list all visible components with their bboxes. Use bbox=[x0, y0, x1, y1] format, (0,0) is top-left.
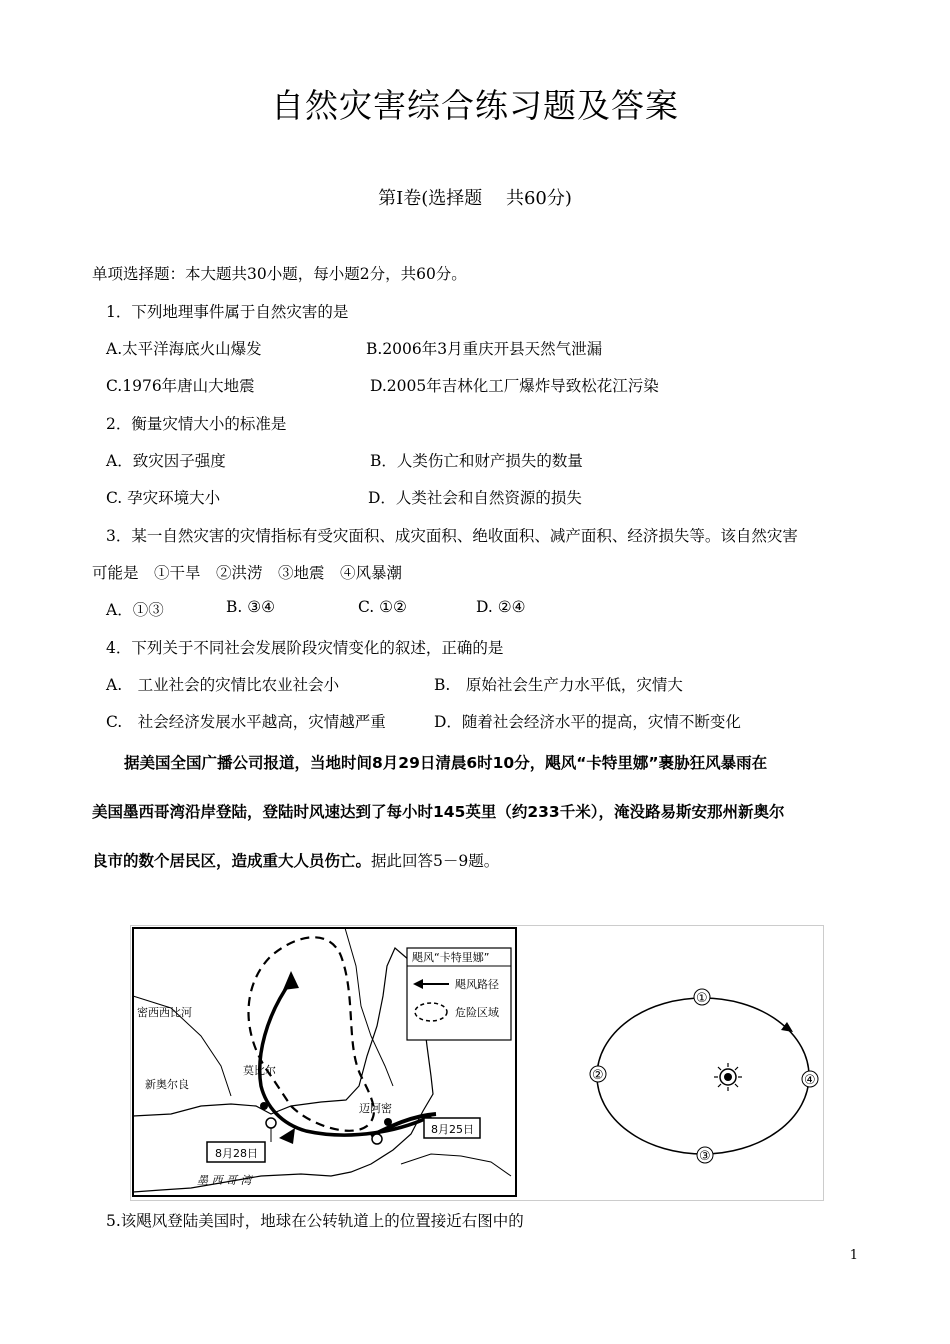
q3-option-d: D. ②④ bbox=[476, 598, 526, 616]
page-title: 自然灾害综合练习题及答案 bbox=[271, 86, 679, 125]
q4-option-a: A. 工业社会的灾情比农业社会小 bbox=[106, 676, 340, 694]
section-heading: 第Ⅰ卷(选择题 共60分) bbox=[378, 188, 572, 209]
q1-option-c: C.1976年唐山大地震 bbox=[106, 377, 255, 395]
legend-path: 飓风路径 bbox=[455, 978, 499, 991]
q4-option-c: C. 社会经济发展水平越高，灾情越严重 bbox=[106, 713, 386, 731]
orbit-ellipse bbox=[597, 998, 809, 1154]
q2-option-a: A．致灾因子强度 bbox=[106, 452, 226, 470]
passage-line3-normal: 据此回答5－9题。 bbox=[371, 852, 500, 870]
map-legend bbox=[407, 948, 511, 1040]
new-orleans-marker bbox=[266, 1118, 276, 1128]
q3-option-b: B. ③④ bbox=[226, 598, 276, 616]
q2-option-b: B．人类伤亡和财产损失的数量 bbox=[370, 452, 583, 470]
q4-stem: 4．下列关于不同社会发展阶段灾情变化的叙述，正确的是 bbox=[106, 639, 504, 657]
orbit-direction-arrow bbox=[781, 1022, 793, 1032]
label-aug28: 8月28日 bbox=[215, 1147, 258, 1160]
orbit-point-4: ④ bbox=[804, 1073, 816, 1088]
instructions: 单项选择题：本大题共30小题，每小题2分，共60分。 bbox=[92, 265, 467, 283]
q3-option-c: C. ①② bbox=[358, 598, 407, 616]
q3-stem-line1: 3．某一自然灾害的灾情指标有受灾面积、成灾面积、绝收面积、减产面积、经济损失等。该自然灾害 bbox=[106, 527, 798, 545]
legend-danger: 危险区域 bbox=[455, 1006, 499, 1019]
figure-svg bbox=[131, 926, 823, 1200]
q1-option-a: A.太平洋海底火山爆发 bbox=[106, 340, 262, 358]
q5-stem: 5.该飓风登陆美国时，地球在公转轨道上的位置接近右图中的 bbox=[106, 1212, 524, 1230]
mobile-marker bbox=[260, 1102, 268, 1110]
q4-option-d: D．随着社会经济水平的提高，灾情不断变化 bbox=[434, 713, 741, 731]
q2-option-c: C. 孕灾环境大小 bbox=[106, 489, 221, 507]
q3-stem-line2: 可能是 ①干旱 ②洪涝 ③地震 ④风暴潮 bbox=[92, 564, 403, 582]
label-new-orleans: 新奥尔良 bbox=[145, 1078, 189, 1091]
orbit-diagram bbox=[590, 989, 818, 1164]
q2-option-d: D．人类社会和自然资源的损失 bbox=[368, 489, 582, 507]
passage-line1: 据美国全国广播公司报道，当地时间8月29日清晨6时10分，飓风“卡特里娜”裹胁狂风暴雨在 bbox=[124, 754, 768, 772]
q2-stem: 2．衡量灾情大小的标准是 bbox=[106, 415, 287, 433]
passage-line3 bbox=[92, 849, 499, 871]
aug25-marker bbox=[372, 1134, 382, 1144]
figure-panel bbox=[130, 925, 824, 1201]
page-number: 1 bbox=[849, 1248, 858, 1263]
q4-option-b: B. 原始社会生产力水平低，灾情大 bbox=[434, 676, 683, 694]
label-mobile: 莫比尔 bbox=[243, 1064, 276, 1077]
label-aug25: 8月25日 bbox=[431, 1123, 474, 1136]
passage-line2: 美国墨西哥湾沿岸登陆，登陆时风速达到了每小时145英里（约233千米），淹没路易斯安那州新奥尔 bbox=[92, 803, 785, 821]
orbit-point-1: ① bbox=[696, 991, 708, 1006]
label-mississippi: 密西西比河 bbox=[137, 1006, 192, 1019]
q1-stem: 1．下列地理事件属于自然灾害的是 bbox=[106, 303, 349, 321]
legend-title: 飓风“卡特里娜” bbox=[412, 951, 490, 964]
q1-option-d: D.2005年吉林化工厂爆炸导致松花江污染 bbox=[370, 377, 659, 395]
orbit-point-2: ② bbox=[592, 1068, 604, 1083]
miami-marker bbox=[384, 1118, 392, 1126]
q3-option-a: A．①③ bbox=[106, 601, 164, 619]
label-miami: 迈阿密 bbox=[359, 1102, 392, 1115]
label-gulf: 墨 西 哥 湾 bbox=[197, 1174, 252, 1187]
hurricane-map bbox=[133, 928, 516, 1196]
orbit-point-3: ③ bbox=[699, 1149, 711, 1164]
q1-option-b: B.2006年3月重庆开县天然气泄漏 bbox=[366, 340, 603, 358]
passage-line3-bold: 良市的数个居民区，造成重大人员伤亡。 bbox=[92, 852, 372, 870]
